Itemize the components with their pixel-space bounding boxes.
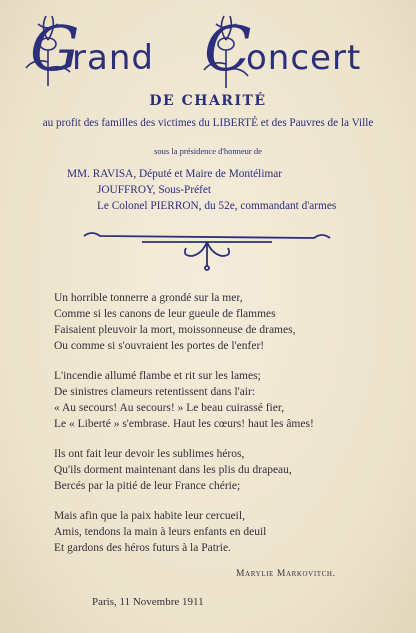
poem-line: Bercés par la pitié de leur France chérie; xyxy=(54,480,241,492)
date-line: Paris, 11 Novembre 1911 xyxy=(92,596,204,608)
poem-line: Amis, tendons la main à leurs enfants en deuil xyxy=(54,526,267,538)
poem-line: Mais afin que la paix habite leur cercueil, xyxy=(54,510,245,522)
title-word-grand: rand xyxy=(72,38,154,78)
poem-line: Le « Liberté » s'embrase. Haut les cœurs! haut les âmes! xyxy=(54,418,314,430)
poem-line: « Au secours! Au secours! » Le beau cuirassé fier, xyxy=(54,402,285,414)
poem-line: Ou comme si s'ouvraient les portes de l'enfer! xyxy=(54,340,265,352)
title-initial-c: C xyxy=(204,12,252,85)
poem-line: Qu'ils dorment maintenant dans les plis du drapeau, xyxy=(54,464,292,476)
honoree-line: JOUFFROY, Sous-Préfet xyxy=(97,184,212,196)
poem-line: L'incendie allumé flambe et rit sur les lames; xyxy=(54,370,261,382)
poem-line: Comme si les canons de leur gueule de flammes xyxy=(54,308,276,320)
poem-line: Et gardons des héros futurs à la Patrie. xyxy=(54,542,231,554)
poem-line: De sinistres clameurs retentissent dans l'air: xyxy=(54,386,256,398)
title-word-concert: oncert xyxy=(246,38,362,78)
poem-line: Ils ont fait leur devoir les sublimes héros, xyxy=(54,448,245,460)
honoree-line: MM. RAVISA, Député et Maire de Montélimar xyxy=(67,168,283,180)
author-signature: Marylie Markovitch. xyxy=(236,569,336,579)
poem-line: Un horrible tonnerre a grondé sur la mer, xyxy=(54,292,243,304)
poem-line: Faisaient pleuvoir la mort, moissonneuse de drames, xyxy=(54,324,296,336)
subtitle: DE CHARITÉ xyxy=(149,93,267,109)
presidency-line: sous la présidence d'honneur de xyxy=(154,146,262,156)
concert-title xyxy=(0,10,416,92)
title-initial-g: G xyxy=(30,12,80,85)
honoree-line: Le Colonel PIERRON, du 52e, commandant d'armes xyxy=(97,200,337,212)
beneficiaries-line: au profit des familles des victimes du LIBERTÉ et des Pauvres de la Ville xyxy=(42,117,374,129)
divider-ornament xyxy=(82,226,332,272)
